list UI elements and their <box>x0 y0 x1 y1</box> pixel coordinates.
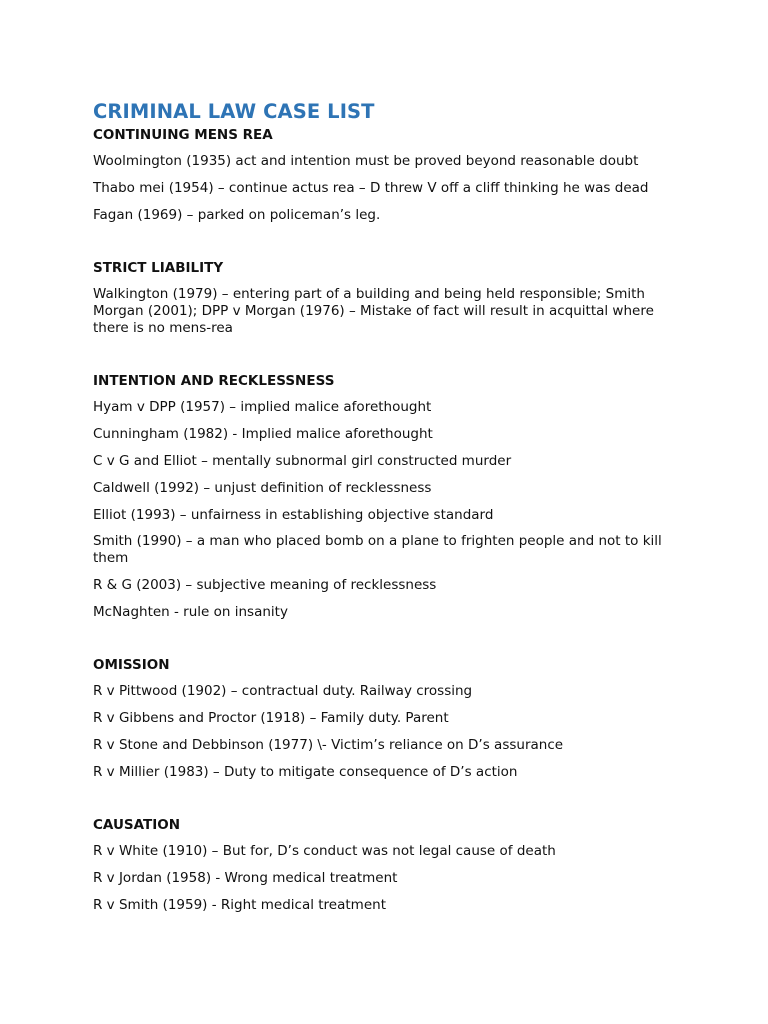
document-title: CRIMINAL LAW CASE LIST <box>93 100 375 123</box>
case-item: R v Gibbens and Proctor (1918) – Family duty. Parent <box>93 710 449 726</box>
case-item: C v G and Elliot – mentally subnormal girl constructed murder <box>93 453 512 469</box>
case-item: Caldwell (1992) – unjust definition of recklessness <box>93 480 432 496</box>
case-list-strict-liability <box>93 286 683 337</box>
document-page <box>93 100 683 914</box>
case-item: R v Millier (1983) – Duty to mitigate consequence of D’s action <box>93 764 518 780</box>
case-list-intention-and-recklessness <box>93 399 683 621</box>
section-heading-causation: CAUSATION <box>93 817 181 833</box>
case-list-omission <box>93 683 683 781</box>
case-item: Walkington (1979) – entering part of a building and being held responsible; Smith Morgan (2001); DPP v Morgan (1976) – Mistake of fact will result in acquittal where there is no mens-rea <box>93 286 654 336</box>
section-heading-omission: OMISSION <box>93 657 170 673</box>
case-item: R v White (1910) – But for, D’s conduct was not legal cause of death <box>93 843 556 859</box>
case-item: Elliot (1993) – unfairness in establishing objective standard <box>93 507 494 523</box>
section-heading-continuing-mens-rea: CONTINUING MENS REA <box>93 127 273 143</box>
case-item: Fagan (1969) – parked on policeman’s leg. <box>93 207 381 223</box>
case-item: R v Pittwood (1902) – contractual duty. Railway crossing <box>93 683 473 699</box>
case-item: Thabo mei (1954) – continue actus rea – D threw V off a cliff thinking he was dead <box>93 180 649 196</box>
case-item: Woolmington (1935) act and intention must be proved beyond reasonable doubt <box>93 153 639 169</box>
case-item: R & G (2003) – subjective meaning of recklessness <box>93 577 437 593</box>
case-list-continuing-mens-rea <box>93 153 683 224</box>
case-item: Hyam v DPP (1957) – implied malice aforethought <box>93 399 432 415</box>
case-item: Cunningham (1982) - Implied malice aforethought <box>93 426 433 442</box>
case-item: R v Jordan (1958) - Wrong medical treatment <box>93 870 398 886</box>
case-item: McNaghten - rule on insanity <box>93 604 288 620</box>
section-heading-intention-and-recklessness: INTENTION AND RECKLESSNESS <box>93 373 335 389</box>
case-item: R v Smith (1959) - Right medical treatment <box>93 897 386 913</box>
case-list-causation <box>93 843 683 914</box>
section-heading-strict-liability: STRICT LIABILITY <box>93 260 224 276</box>
case-item: Smith (1990) – a man who placed bomb on a plane to frighten people and not to kill them <box>93 533 662 566</box>
case-item: R v Stone and Debbinson (1977) \- Victim’s reliance on D’s assurance <box>93 737 564 753</box>
